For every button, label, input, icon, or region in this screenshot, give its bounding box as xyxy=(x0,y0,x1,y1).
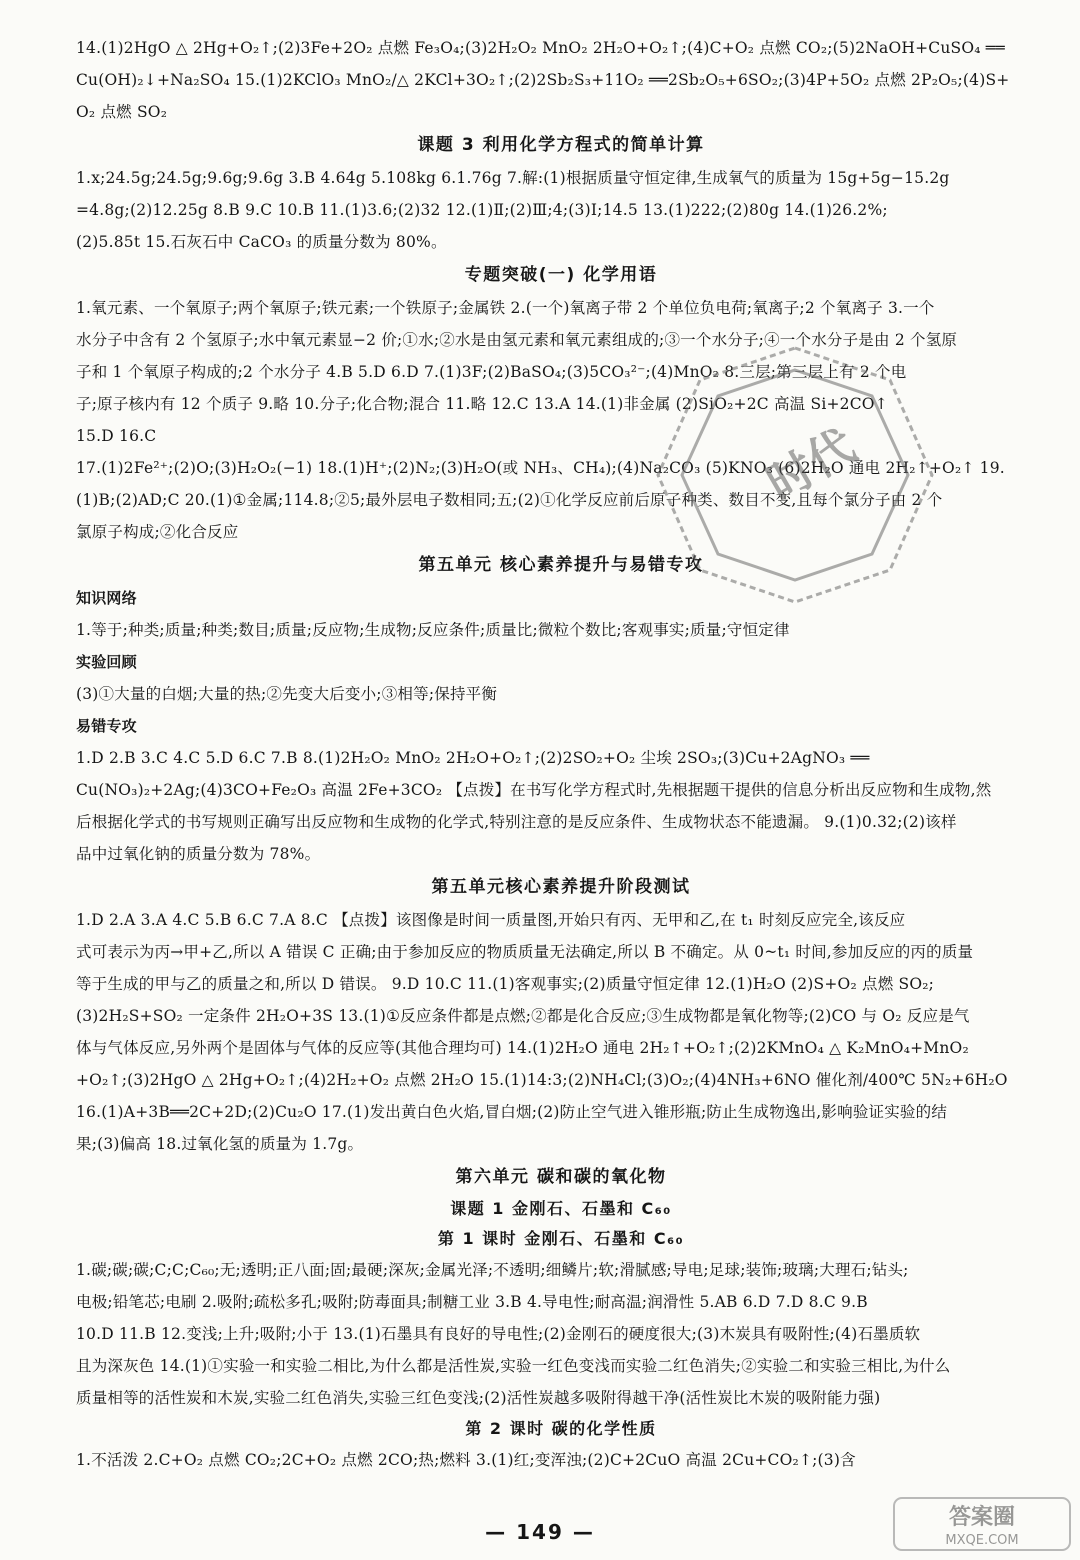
answer-line: (3)2H₂S+SO₂ 一定条件 2H₂O+3S 13.(1)①反应条件都是点燃;②都是化合反应;③生成物都是氧化物等;(2)CO 与 O₂ 反应是气 xyxy=(76,1007,970,1025)
answer-line: 且为深灰色 14.(1)①实验一和实验二相比,为什么都是活性炭,实验一红色变浅而实验二红色消失;②实验二和实验三相比,为什么 xyxy=(76,1357,951,1375)
answer-line: 1.等于;种类;质量;种类;数目;质量;反应物;生成物;反应条件;质量比;微粒个数比;客观事实;质量;守恒定律 xyxy=(76,621,790,639)
subsection-heading: 第 1 课时 金刚石、石墨和 C₆₀ xyxy=(437,1229,685,1248)
answer-line: +O₂↑;(3)2HgO △ 2Hg+O₂↑;(4)2H₂+O₂ 点燃 2H₂O 15.(1)14:3;(2)NH₄Cl;(3)O₂;(4)4NH₃+6NO 催化剂/400℃ 5N₂+6H₂O xyxy=(76,1071,1008,1089)
answer-line: (2)5.85t 15.石灰石中 CaCO₃ 的质量分数为 80%。 xyxy=(76,233,447,251)
svg-text:时代: 时代 xyxy=(757,418,865,512)
answer-line: Cu(NO₃)₂+2Ag;(4)3CO+Fe₂O₃ 高温 2Fe+3CO₂ 【点拨】在书写化学方程式时,先根据题干提供的信息分析出反应物和生成物,然 xyxy=(76,781,992,799)
svg-text:MXQE.COM: MXQE.COM xyxy=(945,1533,1019,1548)
answer-line: 1.碳;碳;碳;C;C;C₆₀;无;透明;正八面;固;最硬;深灰;金属光泽;不透明;细鳞片;软;滑腻感;导电;足球;装饰;玻璃;大理石;钻头; xyxy=(76,1261,909,1279)
answer-line: 后根据化学式的书写规则正确写出反应物和生成物的化学式,特别注意的是反应条件、生成物状态不能遗漏。 9.(1)0.32;(2)该样 xyxy=(76,813,957,831)
answer-line: 水分子中含有 2 个氢原子;水中氧元素显−2 价;①水;②水是由氢元素和氧元素组成的;③一个水分子;④一个水分子是由 2 个氢原 xyxy=(76,331,958,349)
answer-line: 1.氧元素、一个氧原子;两个氧原子;铁元素;一个铁原子;金属铁 2.(一个)氧离子带 2 个单位负电荷;氧离子;2 个氧离子 3.一个 xyxy=(76,299,935,317)
section-heading: 第五单元 核心素养提升与易错专攻 xyxy=(418,555,704,575)
section-heading: 第五单元核心素养提升阶段测试 xyxy=(431,877,691,897)
answer-line: 质量相等的活性炭和木炭,实验二红色消失,实验三红色变浅;(2)活性炭越多吸附得越干净(活性炭比木炭的吸附能力强) xyxy=(76,1389,881,1407)
answer-page-body xyxy=(76,32,1046,1476)
section-heading: 课题 3 利用化学方程式的简单计算 xyxy=(417,135,705,155)
page-number: — 149 — xyxy=(485,1520,595,1544)
answer-line: 1.D 2.A 3.A 4.C 5.B 6.C 7.A 8.C 【点拨】该图像是时间一质量图,开始只有丙、无甲和乙,在 t₁ 时刻反应完全,该反应 xyxy=(76,911,906,929)
answer-line: 品中过氧化钠的质量分数为 78%。 xyxy=(76,845,321,863)
subsection-heading: 课题 1 金刚石、石墨和 C₆₀ xyxy=(450,1199,672,1218)
answer-line: 电极;铅笔芯;电刷 2.吸附;疏松多孔;吸附;防毒面具;制糖工业 3.B 4.导电性;耐高温;润滑性 5.AB 6.D 7.D 8.C 9.B xyxy=(76,1293,868,1311)
answer-line: (3)①大量的白烟;大量的热;②先变大后变小;③相等;保持平衡 xyxy=(76,685,498,703)
site-logo xyxy=(892,1496,1072,1552)
answer-line: =4.8g;(2)12.25g 8.B 9.C 10.B 11.(1)3.6;(2)32 12.(1)Ⅱ;(2)Ⅲ;4;(3)Ⅰ;14.5 13.(1)222;(2)80g 14.(1)26.2%; xyxy=(76,201,888,219)
answer-line: 子;原子核内有 12 个质子 9.略 10.分子;化合物;混合 11.略 12.C 13.A 14.(1)非金属 (2)SiO₂+2C 高温 Si+2CO↑ xyxy=(76,395,888,413)
answer-line: 1.不活泼 2.C+O₂ 点燃 CO₂;2C+O₂ 点燃 2CO;热;燃料 3.(1)红;变浑浊;(2)C+2CuO 高温 2Cu+CO₂↑;(3)含 xyxy=(76,1451,856,1469)
answer-line: O₂ 点燃 SO₂ xyxy=(76,103,168,121)
section-heading: 第六单元 碳和碳的氧化物 xyxy=(455,1167,667,1187)
answer-line: (1)B;(2)AD;C 20.(1)①金属;114.8;②5;最外层电子数相同;五;(2)①化学反应前后原子种类、数目不变,且每个氯分子由 2 个 xyxy=(76,491,943,509)
answer-line: Cu(OH)₂↓+Na₂SO₄ 15.(1)2KClO₃ MnO₂/△ 2KCl+3O₂↑;(2)2Sb₂S₃+11O₂ ══2Sb₂O₅+6SO₂;(3)4P+5O₂ 点燃 2P₂O₅;(4)S+ xyxy=(76,71,1010,89)
subsection-label: 实验回顾 xyxy=(76,653,137,671)
answer-line: 1.D 2.B 3.C 4.C 5.D 6.C 7.B 8.(1)2H₂O₂ MnO₂ 2H₂O+O₂↑;(2)2SO₂+O₂ 尘埃 2SO₃;(3)Cu+2AgNO₃ ══ xyxy=(76,749,870,767)
subsection-heading: 第 2 课时 碳的化学性质 xyxy=(465,1419,657,1438)
answer-line: 子和 1 个氧原子构成的;2 个水分子 4.B 5.D 6.D 7.(1)3F;(2)BaSO₄;(3)5CO₃²⁻;(4)MnO₂ 8.三层;第三层上有 2 个电 xyxy=(76,363,907,381)
answer-line: 16.(1)A+3B══2C+2D;(2)Cu₂O 17.(1)发出黄白色火焰,冒白烟;(2)防止空气进入锥形瓶;防止生成物逸出,影响验证实验的结 xyxy=(76,1103,948,1121)
subsection-label: 知识网络 xyxy=(76,589,137,607)
answer-line: 果;(3)偏高 18.过氧化氢的质量为 1.7g。 xyxy=(76,1135,364,1153)
answer-line: 14.(1)2HgO △ 2Hg+O₂↑;(2)3Fe+2O₂ 点燃 Fe₃O₄;(3)2H₂O₂ MnO₂ 2H₂O+O₂↑;(4)C+O₂ 点燃 CO₂;(5)2NaOH+CuSO₄ ══ xyxy=(76,39,1005,57)
answer-line: 10.D 11.B 12.变浅;上升;吸附;小于 13.(1)石墨具有良好的导电性;(2)金刚石的硬度很大;(3)木炭具有吸附性;(4)石墨质软 xyxy=(76,1325,921,1343)
answer-line: 1.x;24.5g;24.5g;9.6g;9.6g 3.B 4.64g 5.108kg 6.1.76g 7.解:(1)根据质量守恒定律,生成氧气的质量为 15g+5g−15.2g xyxy=(76,169,950,187)
answer-line: 15.D 16.C xyxy=(76,427,157,445)
answer-line: 体与气体反应,另外两个是固体与气体的反应等(其他合理均可) 14.(1)2H₂O 通电 2H₂↑+O₂↑;(2)2KMnO₄ △ K₂MnO₄+MnO₂ xyxy=(76,1039,969,1057)
subsection-label: 易错专攻 xyxy=(76,717,137,735)
answer-line: 式可表示为丙→甲+乙,所以 A 错误 C 正确;由于参加反应的物质质量无法确定,所以 B 不确定。从 0~t₁ 时间,参加反应的丙的质量 xyxy=(76,943,974,961)
section-heading: 专题突破(一) 化学用语 xyxy=(464,265,658,285)
svg-text:答案圈: 答案圈 xyxy=(948,1505,1016,1530)
answer-line: 17.(1)2Fe²⁺;(2)O;(3)H₂O₂(−1) 18.(1)H⁺;(2)N₂;(3)H₂O(或 NH₃、CH₄);(4)Na₂CO₃ (5)KNO₃ (6)2H₂O 通电 2H₂↑+O₂↑ 19. xyxy=(76,459,1005,477)
answer-line: 氯原子构成;②化合反应 xyxy=(76,523,239,541)
answer-line: 等于生成的甲与乙的质量之和,所以 D 错误。 9.D 10.C 11.(1)客观事实;(2)质量守恒定律 12.(1)H₂O (2)S+O₂ 点燃 SO₂; xyxy=(76,975,935,993)
